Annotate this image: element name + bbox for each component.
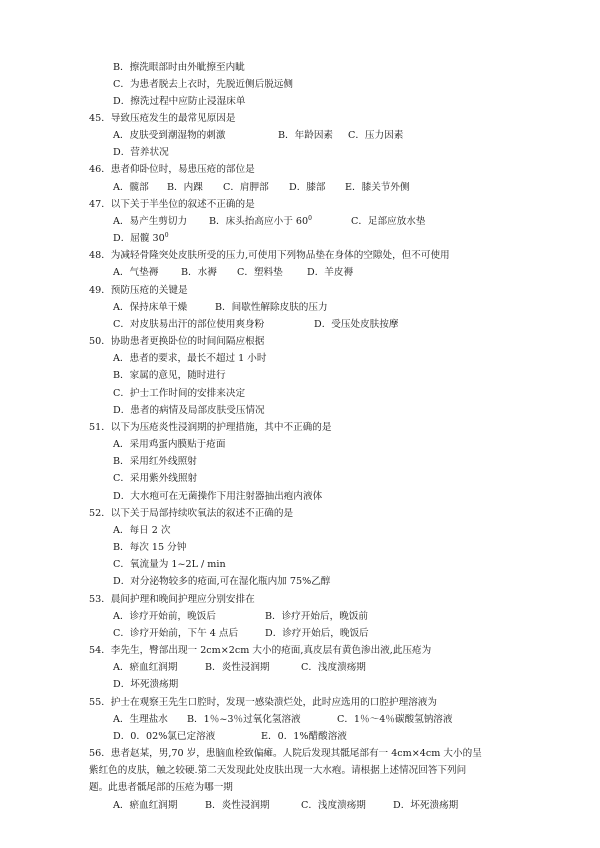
question-stem (89, 747, 482, 760)
question-stem (89, 696, 437, 709)
text-run: B．炎性浸润期 (205, 662, 270, 673)
text-run: D．羊皮褥 (307, 267, 354, 278)
superscript: 0 (164, 232, 169, 239)
text-run: B．间歇性解除皮肤的压力 (215, 302, 328, 313)
text-run: B．每次 15 分钟 (113, 542, 187, 553)
text-run: E．膝关节外侧 (345, 182, 410, 193)
text-run: 53．晨间护理和晚间护理应分别安排在 (89, 594, 255, 605)
answer-option (113, 627, 238, 640)
text-run: D．对分泌物较多的疮面,可在湿化瓶内加 75%乙醇 (113, 576, 331, 587)
text-run: A．易产生剪切力 (113, 216, 188, 227)
answer-option (348, 129, 403, 142)
text-run: C．1％～4％碳酸氢钠溶液 (337, 714, 453, 725)
answer-options (113, 558, 226, 571)
text-run: A．皮肤受到潮湿物的刺激 (113, 130, 226, 141)
answer-option (345, 181, 410, 194)
question-stem (89, 249, 450, 262)
text-run: C．塑料垫 (237, 267, 283, 278)
text-run: B．内踝 (167, 182, 203, 193)
text-run: A．气垫褥 (113, 267, 159, 278)
text-run: B．床头抬高应小于 60 (209, 216, 309, 227)
text-run: 紫红色的皮肤，触之较硬.第二天发现此处皮肤出现一大水疱。请根据上述情况回答下列问 (89, 765, 467, 776)
question-stem (89, 421, 331, 434)
text-run: D．诊疗开始后，晚饭后 (265, 628, 369, 639)
text-run: E．0．1%醋酸溶液 (261, 731, 347, 742)
answer-options (113, 575, 330, 588)
text-run: D．擦洗过程中应防止浸湿床单 (113, 96, 246, 107)
answer-options (113, 524, 171, 537)
answer-option (265, 610, 368, 623)
question-stem (89, 593, 255, 606)
text-run: D．0．02%氯已定溶液 (113, 731, 216, 742)
answer-option (113, 799, 178, 812)
text-run: A．采用鸡蛋内膜贴于疮面 (113, 439, 226, 450)
text-run: C．氧流量为 1~2L / min (113, 559, 226, 570)
text-run: B．年龄因素 (278, 130, 334, 141)
text-run: A．生理盐水 (113, 714, 168, 725)
text-run: D．屈髋 30 (113, 233, 165, 244)
question-stem (89, 335, 264, 348)
text-run: C．浅度溃疡期 (301, 662, 366, 673)
text-run: C．护士工作时间的安排来决定 (113, 388, 246, 399)
text-run: 49．预防压疮的关键是 (89, 285, 188, 296)
text-run: C．压力因素 (348, 130, 404, 141)
answer-option (307, 266, 353, 279)
text-run: D．受压处皮肤按摩 (314, 319, 399, 330)
question-stem (89, 112, 236, 125)
text-run: 48．为减轻骨隆突处皮肤所受的压力,可使用下列物品垫在身体的空隙处，但不可使用 (89, 250, 450, 261)
question-stem-continuation (89, 781, 233, 794)
answer-options (113, 404, 265, 417)
answer-option (209, 215, 312, 228)
text-run: A．患者的要求，最长不超过 1 小时 (113, 353, 267, 364)
text-run: 56．患者赵某，男,70 岁，患脑血栓致偏瘫。人院后发现其骶尾部有一 4cm×4cm 大小的呈 (89, 748, 482, 759)
answer-option (113, 661, 178, 674)
answer-option (278, 129, 333, 142)
answer-options (113, 95, 245, 108)
answer-option (113, 713, 168, 726)
text-run: C．为患者脱去上衣时，先脱近侧后脱远侧 (113, 79, 294, 90)
text-run: A．髋部 (113, 182, 149, 193)
answer-option (223, 181, 269, 194)
text-run: C．采用紫外线照射 (113, 473, 198, 484)
answer-option (113, 730, 215, 743)
text-run: B．炎性浸润期 (205, 800, 270, 811)
answer-options (113, 78, 293, 91)
answer-option (393, 799, 458, 812)
text-run: A．瘀血红润期 (113, 800, 178, 811)
answer-options (113, 541, 186, 554)
question-stem-continuation (89, 764, 466, 777)
answer-option (215, 301, 328, 314)
answer-option (113, 266, 158, 279)
text-run: A．瘀血红润期 (113, 662, 178, 673)
text-run: C．诊疗开始前，下午 4 点后 (113, 628, 239, 639)
text-run: B．擦洗眼部时由外眦擦至内眦 (113, 62, 245, 73)
answer-option (205, 799, 270, 812)
text-run: D．大水疱可在无菌操作下用注射器抽出疱内液体 (113, 491, 323, 502)
text-run: 题。此患者骶尾部的压疮为哪一期 (89, 782, 233, 793)
text-run: C．足部应放水垫 (351, 216, 426, 227)
answer-option (167, 181, 203, 194)
answer-option (181, 266, 217, 279)
text-run: B．1％~3％过氧化氢溶液 (187, 714, 301, 725)
answer-option (113, 301, 187, 314)
text-run: D．膝部 (289, 182, 326, 193)
answer-option (301, 799, 366, 812)
answer-option (113, 610, 216, 623)
question-stem (89, 644, 431, 657)
answer-option (289, 181, 325, 194)
answer-option (237, 266, 283, 279)
answer-option (113, 181, 149, 194)
answer-option (337, 713, 453, 726)
answer-option (113, 215, 187, 228)
text-run: C．对皮肤易出汗的部位使用爽身粉 (113, 319, 265, 330)
text-run: A．诊疗开始前，晚饭后 (113, 611, 216, 622)
text-run: 46．患者仰卧位时，易患压疮的部位是 (89, 164, 255, 175)
answer-options (113, 352, 266, 365)
question-stem (89, 507, 293, 520)
answer-options (113, 438, 225, 451)
answer-options (113, 232, 169, 245)
answer-options (113, 387, 245, 400)
text-run: D．患者的病情及局部皮肤受压情况 (113, 405, 265, 416)
answer-options (113, 455, 197, 468)
answer-option (261, 730, 347, 743)
text-run: 50．协助患者更换卧位的时间间隔应根据 (89, 336, 265, 347)
text-run: D．坏死溃疡期 (393, 800, 459, 811)
answer-options (113, 369, 226, 382)
text-run: 54．李先生，臀部出现一 2cm×2cm 大小的疮面,真皮层有黄色渗出液,此压疮为 (89, 645, 432, 656)
answer-option (205, 661, 270, 674)
answer-options (113, 678, 178, 691)
text-run: 55．护士在观察王先生口腔时，发现一感染溃烂处，此时应选用的口腔护理溶液为 (89, 697, 437, 708)
text-run: D．坏死溃疡期 (113, 679, 179, 690)
text-run: B．采用红外线照射 (113, 456, 197, 467)
superscript: 0 (308, 215, 312, 222)
text-run: 47．以下关于半坐位的叙述不正确的是 (89, 199, 255, 210)
answer-option (314, 318, 398, 331)
text-run: B．家属的意见，随时进行 (113, 370, 226, 381)
text-run: C．浅度溃疡期 (301, 800, 366, 811)
text-run: C．肩胛部 (223, 182, 269, 193)
text-run: A．每日 2 次 (113, 525, 171, 536)
answer-option (351, 215, 426, 228)
answer-options (113, 61, 245, 74)
answer-option (113, 129, 225, 142)
text-run: 52．以下关于局部持续吹氧法的叙述不正确的是 (89, 508, 294, 519)
text-run: 51．以下为压疮炎性浸润期的护理措施，其中不正确的是 (89, 422, 332, 433)
answer-option (187, 713, 301, 726)
text-run: 45．导致压疮发生的最常见原因是 (89, 113, 236, 124)
answer-options (113, 472, 197, 485)
text-run: A．保持床单干燥 (113, 302, 188, 313)
answer-option (265, 627, 369, 640)
answer-option (301, 661, 366, 674)
question-stem (89, 163, 255, 176)
answer-option (113, 318, 264, 331)
text-run: B．诊疗开始后，晚饭前 (265, 611, 368, 622)
answer-options (113, 490, 322, 503)
answer-options (113, 146, 169, 159)
text-run: D．营养状况 (113, 147, 169, 158)
question-stem (89, 198, 255, 211)
question-stem (89, 284, 188, 297)
text-run: B．水褥 (181, 267, 217, 278)
